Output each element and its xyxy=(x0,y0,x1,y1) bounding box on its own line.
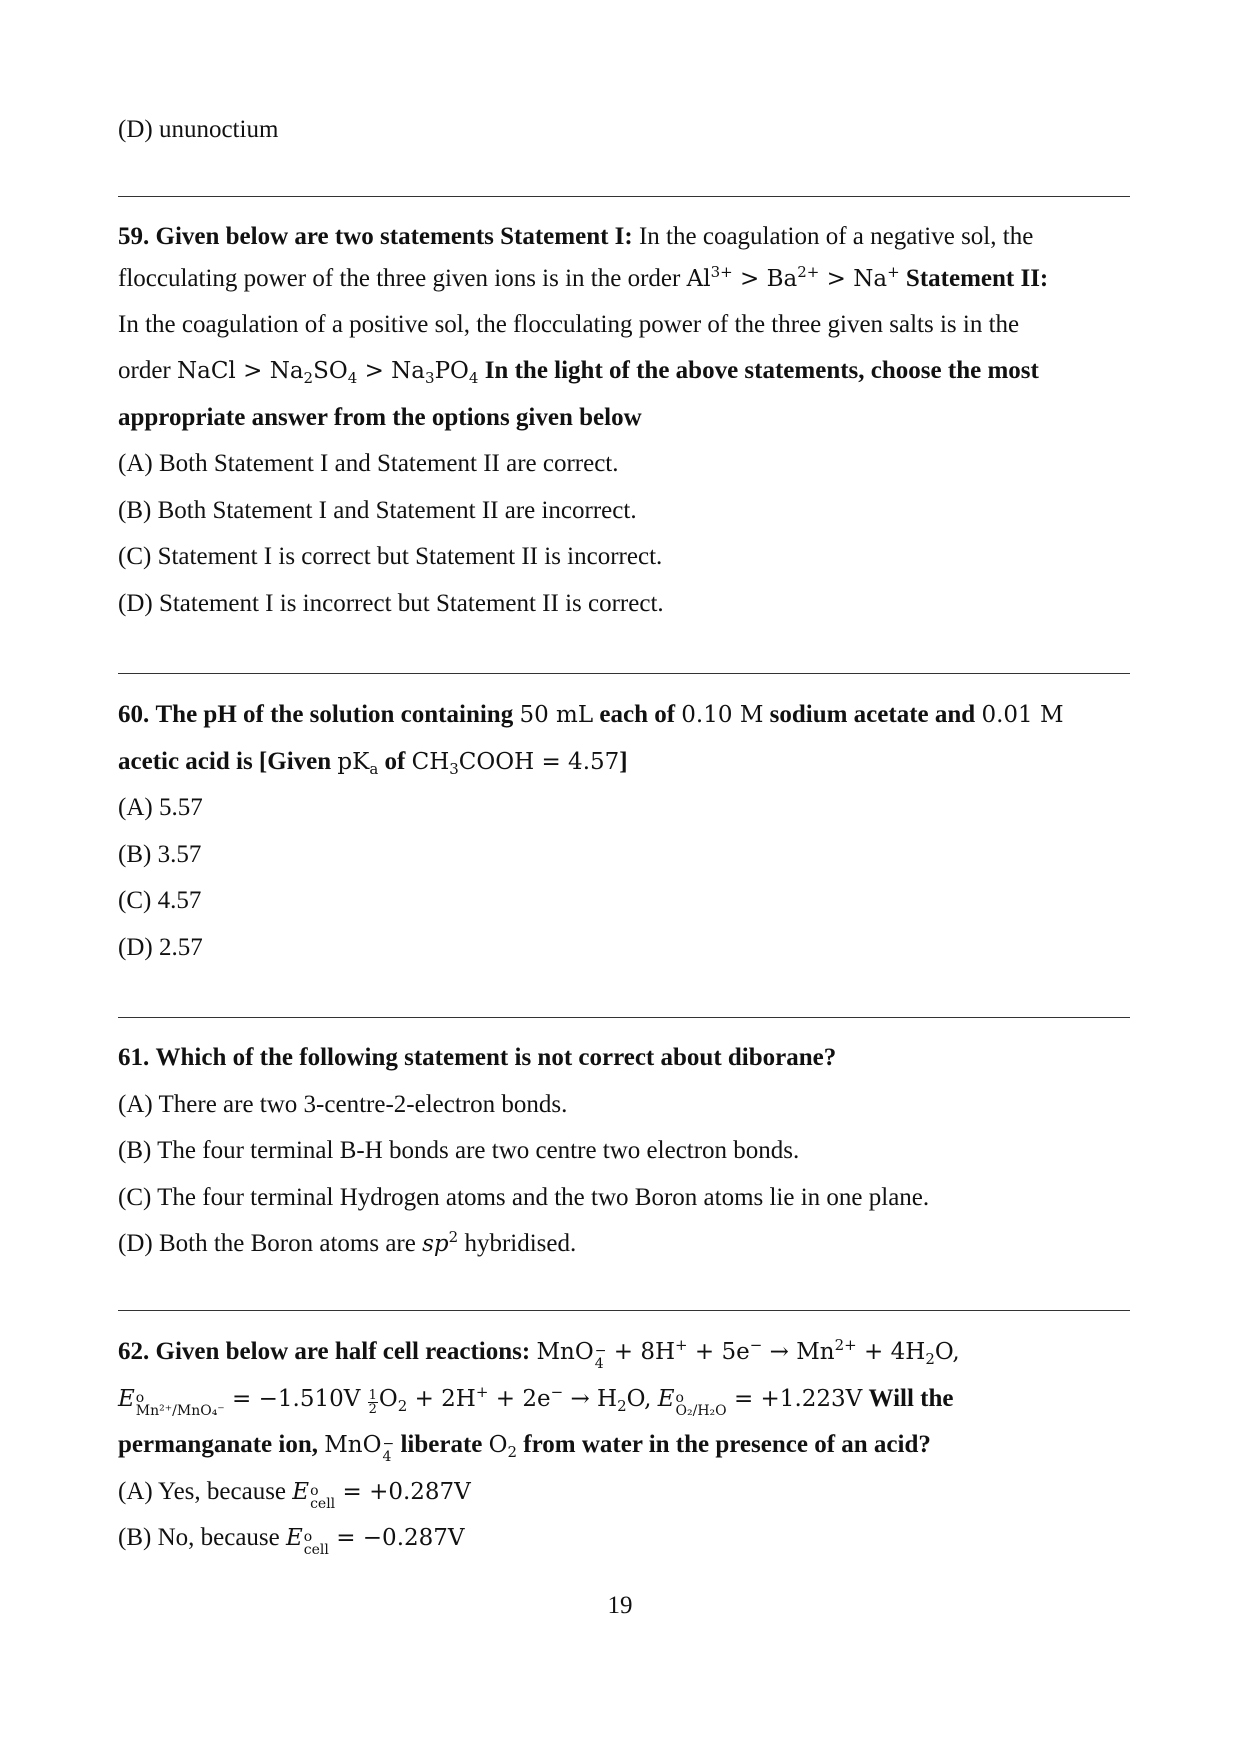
q59-line-1 xyxy=(118,222,1033,252)
q62-o2: $O_2$ xyxy=(488,1432,518,1461)
q59-statement-2-label: Statement II: xyxy=(905,265,1049,292)
q62-prompt-5: from water in the presence of an acid? xyxy=(523,1431,931,1458)
q60-pka: $pK_a$ xyxy=(337,749,379,778)
q61-option-c: (C) The four terminal Hydrogen atoms and the two Boron atoms lie in one plane. xyxy=(118,1184,930,1211)
q62-e1: E o Mn²⁺/MnO₄⁻ = −1.510V xyxy=(118,1386,361,1419)
q60-line-1 xyxy=(118,700,1064,730)
q61-sp2: $sp^2$ xyxy=(422,1228,459,1257)
q60-line-2 xyxy=(118,747,628,777)
q59-option-b: (B) Both Statement I and Statement II are incorrect. xyxy=(118,497,637,524)
q59-order-word: order xyxy=(118,357,171,384)
q59-line-4 xyxy=(118,356,1039,386)
q60-conc-acid: 0.01 M xyxy=(981,702,1064,728)
q62-line-3 xyxy=(118,1430,931,1464)
q60-volume: 50 mL xyxy=(519,702,594,728)
q59-line-2 xyxy=(118,264,1048,294)
q61-option-b: (B) The four terminal B-H bonds are two centre two electron bonds. xyxy=(118,1137,800,1164)
q60-conc-acetate: 0.10 M xyxy=(681,702,764,728)
q60-prompt: The pH of the solution containing xyxy=(155,701,514,728)
q62-prompt-4: liberate xyxy=(400,1431,483,1458)
divider xyxy=(118,673,1130,674)
q62-option-a: (A) Yes, because E o cell = +0.287V xyxy=(118,1478,471,1512)
q61-option-d: (D) Both the Boron atoms are $sp^2$ hybridised. xyxy=(118,1228,577,1257)
q61-number: 61. xyxy=(118,1044,150,1071)
q60-prompt-3: sodium acetate and xyxy=(769,701,976,728)
q60-close-bracket: ] xyxy=(619,748,628,775)
q62-prompt-3: permanganate ion, xyxy=(118,1431,318,1458)
q60-option-a: (A) 5.57 xyxy=(118,794,203,821)
q62-reaction-2: $\frac{1}{2}$ $O_2 + 2H^+ + 2e^- \to H_2O$, xyxy=(368,1383,652,1417)
q59-statement-2-text: In the coagulation of a positive sol, the flocculating power of the three given salts is in the xyxy=(118,311,1020,338)
divider xyxy=(118,1310,1130,1311)
q60-option-c: (C) 4.57 xyxy=(118,887,202,914)
q60-prompt-4: acetic acid is [Given xyxy=(118,748,332,775)
q59-option-d: (D) Statement I is incorrect but Statement II is correct. xyxy=(118,590,664,617)
q58-option-d: (D) ununoctium xyxy=(118,116,279,143)
q61-option-a: (A) There are two 3-centre-2-electron bonds. xyxy=(118,1091,568,1118)
q62-e2: E o O₂/H₂O = +1.223V xyxy=(657,1386,863,1419)
q60-prompt-5: of xyxy=(384,748,406,775)
q61-prompt: Which of the following statement is not correct about diborane? xyxy=(155,1044,837,1071)
q62-prompt: Given below are half cell reactions: xyxy=(155,1338,531,1365)
q60-option-d: (D) 2.57 xyxy=(118,934,203,961)
q62-reaction-1: MnO − 4 + $8H^+ + 5e^- \to Mn^{2+} + 4H_2O$, xyxy=(536,1336,960,1372)
q59-number: 59. xyxy=(118,223,150,250)
divider xyxy=(118,196,1130,197)
q60-number: 60. xyxy=(118,701,150,728)
q62-number: 62. xyxy=(118,1338,150,1365)
q62-permanganate: MnO − 4 xyxy=(324,1432,395,1465)
q60-acid-formula: $CH_3COOH = 4.57$ xyxy=(411,749,620,778)
page-number: 19 xyxy=(607,1592,633,1619)
divider xyxy=(118,1017,1130,1018)
q62-option-b: (B) No, because E o cell = −0.287V xyxy=(118,1524,465,1558)
q61-line-1 xyxy=(118,1043,836,1073)
q60-option-b: (B) 3.57 xyxy=(118,841,202,868)
q59-instruction: In the light of the above statements, choose the most xyxy=(484,357,1039,384)
q59-ion-order: $Al^{3+} > Ba^{2+} > Na^+$ xyxy=(686,263,900,292)
q59-salt-order: NaCl > $Na_2SO_4 > Na_3PO_4$ xyxy=(177,358,479,387)
q62-line-2 xyxy=(118,1384,953,1418)
q62-line-1 xyxy=(118,1337,960,1371)
q62-prompt-2: Will the xyxy=(868,1385,954,1412)
q59-statement-1-text-cont: flocculating power of the three given ions is in the order xyxy=(118,265,681,292)
q59-instruction-cont: appropriate answer from the options given below xyxy=(118,404,642,431)
q59-option-c: (C) Statement I is correct but Statement II is incorrect. xyxy=(118,543,663,570)
q59-statement-1-text: In the coagulation of a negative sol, the xyxy=(638,223,1034,250)
q59-prompt: Given below are two statements Statement I: xyxy=(155,223,633,250)
q60-prompt-2: each of xyxy=(599,701,676,728)
q59-option-a: (A) Both Statement I and Statement II are correct. xyxy=(118,450,619,477)
